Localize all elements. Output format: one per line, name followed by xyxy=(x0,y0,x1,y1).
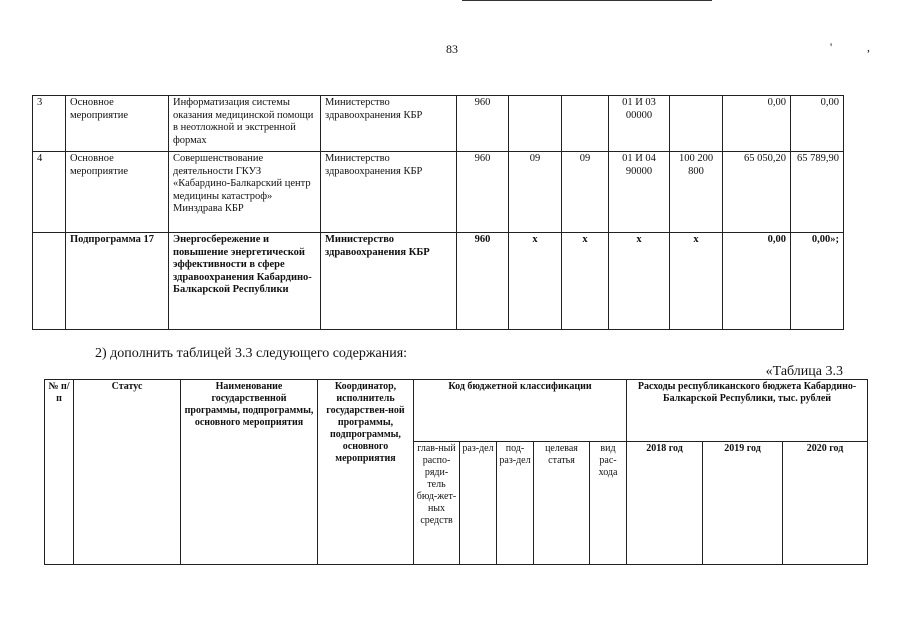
header-2019: 2019 год xyxy=(703,442,783,565)
row-razdel: х xyxy=(509,233,562,330)
row-status: Подпрограмма 17 xyxy=(66,233,169,330)
row-2020: 0,00»; xyxy=(791,233,844,330)
row-2020: 0,00 xyxy=(791,96,844,152)
row-podrazdel: 09 xyxy=(562,152,609,233)
row-podrazdel xyxy=(562,96,609,152)
header-row xyxy=(45,380,868,442)
header-status: Статус xyxy=(74,380,181,565)
header-coordinator: Координатор, исполнитель государствен-ной программы, подпрограммы, основного мероприятия xyxy=(318,380,414,565)
row-target: 01 И 04 90000 xyxy=(609,152,670,233)
row-grbs: 960 xyxy=(457,233,509,330)
row-number xyxy=(33,233,66,330)
row-2019: 65 050,20 xyxy=(723,152,791,233)
header-2018: 2018 год xyxy=(627,442,703,565)
row-number: 3 xyxy=(33,96,66,152)
header-grbs: глав-ный распо-ряди-тель бюд-жет-ных средств xyxy=(414,442,460,565)
header-target: целевая статья xyxy=(534,442,590,565)
header-expenses: Расходы республиканского бюджета Кабардино-Балкарской Республики, тыс. рублей xyxy=(627,380,868,442)
row-name: Энергосбережение и повышение энергетической эффективности в сфере здравоохранения Кабардино-Балкарской Республики xyxy=(169,233,321,330)
row-status: Основное мероприятие xyxy=(66,96,169,152)
table-row xyxy=(33,152,844,233)
row-grbs: 960 xyxy=(457,96,509,152)
row-2019: 0,00 xyxy=(723,233,791,330)
page-mark: , xyxy=(867,40,870,54)
row-vid: х xyxy=(670,233,723,330)
row-coordinator: Министерство здравоохранения КБР xyxy=(321,96,457,152)
header-kbk: Код бюджетной классификации xyxy=(414,380,627,442)
row-2020: 65 789,90 xyxy=(791,152,844,233)
header-razdel: раз-дел xyxy=(460,442,497,565)
row-razdel: 09 xyxy=(509,152,562,233)
row-number: 4 xyxy=(33,152,66,233)
header-vid: вид рас-хода xyxy=(590,442,627,565)
header-podrazdel: под-раз-дел xyxy=(497,442,534,565)
page-number: 83 xyxy=(446,42,458,56)
program-table-continued xyxy=(32,95,844,330)
row-vid: 100 200 800 xyxy=(670,152,723,233)
header-name: Наименование государственной программы, подпрограммы, основного мероприятия xyxy=(181,380,318,565)
row-target: х xyxy=(609,233,670,330)
row-coordinator: Министерство здравоохранения КБР xyxy=(321,152,457,233)
top-rule-line xyxy=(462,0,712,1)
row-vid xyxy=(670,96,723,152)
row-target: 01 И 03 00000 xyxy=(609,96,670,152)
row-name: Информатизация системы оказания медицинской помощи в неотложной и экстренной формах xyxy=(169,96,321,152)
row-podrazdel: х xyxy=(562,233,609,330)
table-row xyxy=(33,233,844,330)
table-caption: «Таблица 3.3 xyxy=(765,364,843,379)
row-coordinator: Министерство здравоохранения КБР xyxy=(321,233,457,330)
table-3-3-header xyxy=(44,379,868,565)
table-row xyxy=(33,96,844,152)
row-razdel xyxy=(509,96,562,152)
header-num: № п/п xyxy=(45,380,74,565)
row-status: Основное мероприятие xyxy=(66,152,169,233)
page-mark: ' xyxy=(830,40,833,54)
row-grbs: 960 xyxy=(457,152,509,233)
row-2019: 0,00 xyxy=(723,96,791,152)
row-name: Совершенствование деятельности ГКУЗ «Кабардино-Балкарский центр медицины катастроф» Минздрава КБР xyxy=(169,152,321,233)
instruction-text: 2) дополнить таблицей 3.3 следующего содержания: xyxy=(95,346,408,361)
header-2020: 2020 год xyxy=(783,442,868,565)
